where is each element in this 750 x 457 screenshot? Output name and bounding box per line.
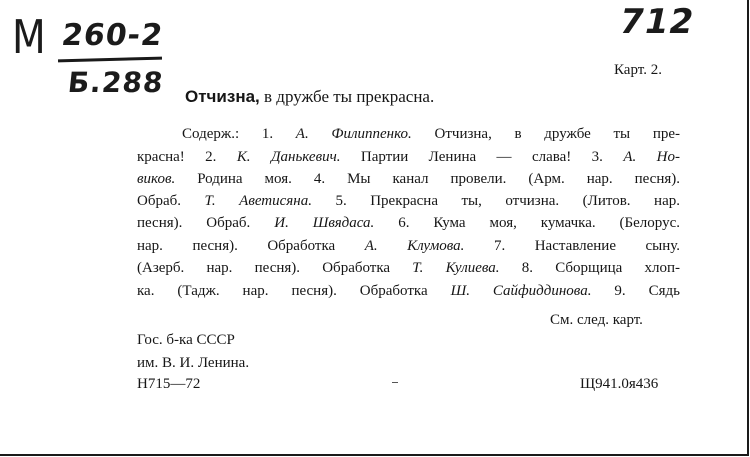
- contents-text: 9. Сядь: [591, 283, 680, 299]
- card-number: Карт. 2.: [614, 62, 662, 78]
- contents-text: Партии Ленина — слава! 3.: [340, 149, 624, 165]
- title-bold: Отчизна,: [185, 87, 260, 106]
- card-title: [185, 87, 434, 107]
- contents-text: Отчизна, в дружбе ты пре-: [411, 126, 680, 142]
- contents-text: Родина моя. 4. Мы канал провели. (Арм. нар. песня).: [175, 171, 680, 187]
- author-name: И. Швядаса.: [274, 215, 375, 231]
- contents-line: [137, 193, 680, 210]
- author-name: Т. Аветисяна.: [204, 193, 312, 209]
- contents-text: 7. Наставление сыну.: [464, 238, 681, 254]
- handwritten-shelf-letter: М: [12, 10, 47, 64]
- library-line-2: им. В. И. Ленина.: [137, 355, 250, 371]
- code-left: Н715—72: [137, 376, 201, 392]
- contents-line: [137, 149, 680, 166]
- contents-text: красна! 2.: [137, 149, 237, 165]
- contents-text: (Азерб. нар. песня). Обработка: [137, 260, 413, 276]
- author-name: Т. Кулиева.: [412, 260, 500, 276]
- contents-text: Содерж.: 1.: [182, 126, 296, 142]
- contents-text: нар. песня). Обработка: [137, 238, 365, 254]
- library-line-1: Гос. б-ка СССР: [137, 332, 235, 348]
- stray-mark: [392, 382, 398, 383]
- contents-line: [137, 283, 680, 300]
- title-rest: в дружбе ты прекрасна.: [259, 87, 435, 106]
- contents-text: ка. (Тадж. нар. песня). Обработка: [137, 283, 451, 299]
- contents-line: [137, 238, 680, 255]
- author-name: К. Данькевич.: [236, 149, 341, 165]
- code-right: Щ941.0я436: [580, 376, 659, 392]
- contents-text: 5. Прекрасна ты, отчизна. (Литов. нар.: [311, 193, 680, 209]
- handwritten-shelf-sub: Б.288: [66, 66, 166, 99]
- contents-text: 6. Кума моя, кумачка. (Белорус.: [374, 215, 680, 231]
- author-name: виков.: [137, 171, 176, 187]
- contents-text: 8. Сборщица хлоп-: [499, 260, 680, 276]
- author-name: А. Но-: [623, 149, 680, 165]
- author-name: А. Филиппенко.: [295, 126, 412, 142]
- contents-line: [137, 215, 680, 232]
- handwritten-card-mark: 712: [615, 2, 699, 42]
- contents-line: [182, 126, 680, 143]
- author-name: А. Клумова.: [364, 238, 465, 254]
- continued-note: См. след. карт.: [550, 312, 643, 328]
- handwritten-divider: [58, 57, 162, 63]
- contents-line: [137, 260, 680, 277]
- contents-text: Обраб.: [137, 193, 205, 209]
- handwritten-shelf-number: 260-2: [59, 18, 166, 53]
- author-name: Ш. Сайфиддинова.: [450, 283, 592, 299]
- contents-text: песня). Обраб.: [137, 215, 275, 231]
- contents-line: [137, 171, 680, 188]
